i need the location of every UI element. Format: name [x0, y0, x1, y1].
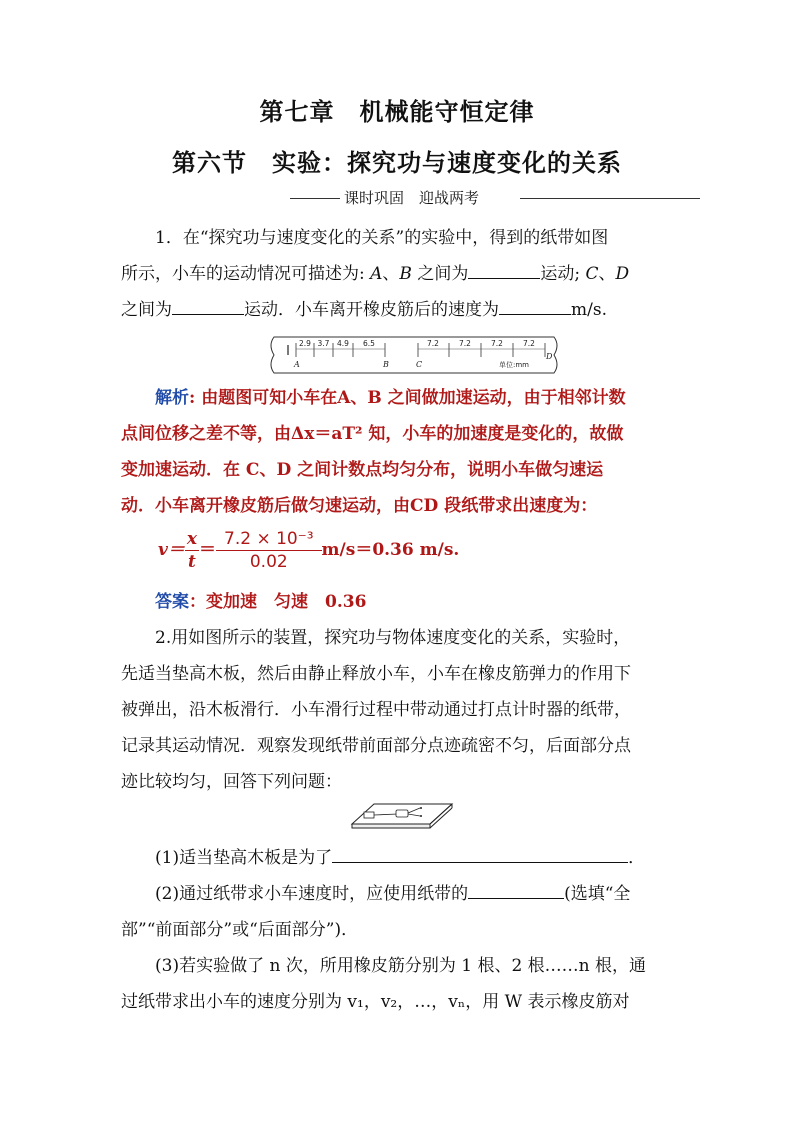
- formula-denominator: 0.02: [249, 552, 288, 572]
- formula-rhs: m/s＝0.36 m/s.: [321, 540, 460, 560]
- analysis-line1: [121, 380, 677, 416]
- formula-numerator: 7.2 × 10⁻³: [216, 528, 322, 551]
- apparatus-figure: [350, 800, 454, 832]
- tape-point-a: A: [294, 360, 300, 369]
- tape-spacing-label: 2.9: [299, 339, 311, 348]
- q2-3-text: 过纸带求出小车的速度分别为 v₁，v₂，…，vₙ，用 W 表示橡皮筋对: [121, 992, 630, 1012]
- tape-spacing-label: 7.2: [427, 339, 439, 348]
- q2-2-options: 部”“前面部分”或“后面部分”)．: [121, 920, 359, 940]
- q2-text: 记录其运动情况．观察发现纸带前面部分点迹疏密不匀，后面部分点: [121, 736, 631, 756]
- q2-1-end: ．: [628, 848, 646, 868]
- board-edge: [352, 824, 430, 828]
- q1-line1-text: 1．在“探究功与速度变化的关系”的实验中，得到的纸带如图: [155, 228, 609, 248]
- analysis-text: 变加速运动．在 C、D 之间计数点均匀分布，说明小车做匀速运: [121, 460, 604, 480]
- analysis-line2: [121, 416, 677, 452]
- tape-point-c: C: [416, 360, 423, 369]
- q2-2-text: (2)通过纸带求小车速度时，应使用纸带的: [155, 884, 469, 904]
- q1-blank-2[interactable]: [172, 294, 244, 315]
- formula-t: t: [188, 552, 196, 572]
- banner-rule-left: [290, 198, 340, 199]
- section-banner: [290, 187, 700, 209]
- analysis-label: 解析: [155, 388, 189, 408]
- formula-x: x: [186, 529, 198, 549]
- q2-text: 迹比较均匀，回答下列问题：: [121, 772, 342, 792]
- q1-line3: [121, 292, 677, 328]
- q2-text: 2.用如图所示的装置，探究功与物体速度变化的关系，实验时，: [155, 628, 631, 648]
- banner-text: 课时巩固 迎战两考: [340, 187, 483, 209]
- q2-2-blank[interactable]: [468, 878, 564, 899]
- timer-box: [364, 812, 374, 818]
- q2-line5: [121, 764, 677, 800]
- tape-spacing-label: 4.9: [337, 339, 349, 348]
- q1-line1: [121, 220, 677, 256]
- q1-var-d: D: [615, 264, 630, 284]
- cart: [396, 810, 408, 817]
- q2-3-line2: [121, 984, 677, 1020]
- q1-line2-text: 所示，小车的运动情况可描述为:: [121, 264, 371, 284]
- q1-line2-between: 之间为: [411, 264, 469, 284]
- q1-line2-motion: 运动;: [540, 264, 586, 284]
- analysis-line3: [121, 452, 677, 488]
- tape-spacing-label: 6.5: [363, 339, 375, 348]
- fraction-numeric: [216, 528, 322, 573]
- q1-var-b: B: [399, 264, 412, 284]
- analysis-line4: [121, 488, 677, 524]
- q1-line3-unit: m/s.: [571, 300, 607, 320]
- q1-var-a: A: [370, 264, 383, 284]
- q2-1-blank[interactable]: [332, 842, 628, 863]
- tape-point-b: B: [383, 360, 389, 369]
- paper-tape-figure: [268, 335, 560, 375]
- answer-label: 答案: [155, 592, 189, 612]
- tape-spacing-label: 7.2: [459, 339, 471, 348]
- q1-var-c: C: [585, 264, 599, 284]
- q2-line3: [121, 692, 677, 728]
- answer-text: ：变加速 匀速 0.36: [189, 592, 367, 612]
- q1-blank-1[interactable]: [468, 258, 540, 279]
- analysis-text: 动．小车离开橡皮筋后做匀速运动，由CD 段纸带求出速度为：: [121, 496, 598, 516]
- tape-unit-label: 单位:mm: [499, 361, 529, 369]
- q1-sep1: 、: [382, 264, 400, 284]
- q1-blank-3[interactable]: [499, 294, 571, 315]
- q1-line2: [121, 256, 677, 292]
- q2-1-text: (1)适当垫高木板是为了: [155, 848, 333, 868]
- chapter-title: 第七章 机械能守恒定律: [259, 97, 535, 126]
- q2-2-line2: [121, 912, 677, 948]
- formula-lhs: v＝: [158, 540, 185, 560]
- q2-2-line1: [121, 876, 677, 912]
- tape-spacing-label: 7.2: [523, 339, 535, 348]
- answer-line: [121, 584, 677, 620]
- fraction-x-over-t: [185, 528, 199, 573]
- q2-line1: [121, 620, 677, 656]
- q2-text: 先适当垫高木板，然后由静止释放小车，小车在橡皮筋弹力的作用下: [121, 664, 631, 684]
- q2-line4: [121, 728, 677, 764]
- q2-line2: [121, 656, 677, 692]
- tape-spacing-label: 7.2: [491, 339, 503, 348]
- tape-spacing-label: 3.7: [317, 339, 330, 348]
- q2-2-hint: (选填“全: [564, 884, 631, 904]
- velocity-formula: [158, 528, 459, 578]
- q2-text: 被弹出，沿木板滑行．小车滑行过程中带动通过打点计时器的纸带，: [121, 700, 631, 720]
- q2-1-line: [121, 840, 677, 876]
- banner-rule-right: [520, 198, 700, 199]
- section-title: 第六节 实验：探究功与速度变化的关系: [172, 148, 622, 177]
- q2-3-line1: [121, 948, 677, 984]
- q2-3-text: (3)若实验做了 n 次，所用橡皮筋分别为 1 根、2 根……n 根，通: [155, 956, 647, 976]
- tape-point-d: D: [546, 352, 553, 361]
- q1-line3-text: 之间为: [121, 300, 172, 320]
- q1-sep2: 、: [598, 264, 616, 284]
- analysis-text: : 由题图可知小车在A、B 之间做加速运动，由于相邻计数: [189, 388, 626, 408]
- analysis-text: 点间位移之差不等，由Δx＝aT² 知，小车的加速度是变化的，故做: [121, 424, 624, 444]
- formula-eq: ＝: [199, 540, 217, 560]
- q1-line3-mid: 运动．小车离开橡皮筋后的速度为: [244, 300, 499, 320]
